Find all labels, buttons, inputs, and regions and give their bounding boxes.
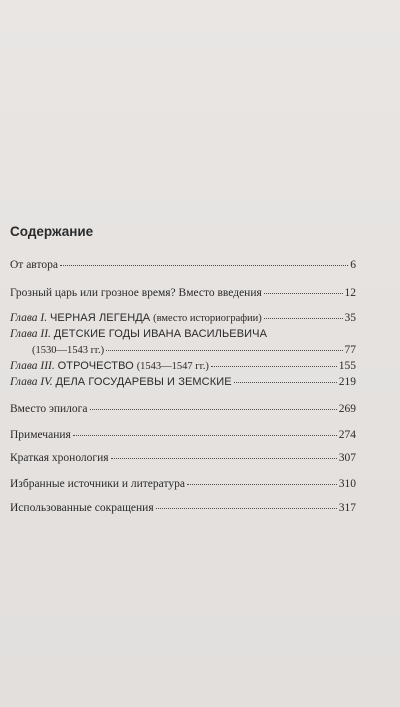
leader-dots [106, 350, 342, 351]
toc-entry-page: 269 [338, 403, 356, 415]
toc-entry [10, 451, 356, 465]
chapter-title: ОТРОЧЕСТВО [57, 360, 134, 372]
toc-entry-title: Краткая хронология [10, 452, 109, 464]
toc-entry-page: 274 [338, 429, 356, 441]
leader-dots [211, 366, 337, 367]
leader-dots [234, 382, 337, 383]
toc-entry [10, 501, 356, 515]
toc-entry-title: Примечания [10, 429, 71, 441]
chapter-subtitle: (1530—1543 гг.) [32, 345, 105, 356]
toc-entry-page: 307 [338, 452, 356, 464]
toc-entry-title: Грозный царь или грозное время? Вместо введения [10, 287, 262, 299]
toc-entry-chapter [10, 311, 356, 326]
leader-dots [90, 409, 337, 410]
toc-entry [10, 258, 356, 272]
leader-dots [73, 435, 337, 436]
chapter-subtitle: (вместо историографии) [153, 313, 262, 324]
toc-entry-title: Использованные сокращения [10, 502, 154, 514]
toc-entry-chapter [10, 375, 356, 389]
toc-entry [10, 286, 356, 300]
chapter-label: Глава III. [10, 360, 55, 372]
toc-entry-page: 6 [350, 259, 356, 271]
leader-dots [264, 293, 343, 294]
toc-entry-title: Вместо эпилога [10, 403, 88, 415]
chapter-title: ДЕТСКИЕ ГОДЫ ИВАНА ВАСИЛЬЕВИЧА [53, 328, 268, 340]
leader-dots [111, 458, 337, 459]
chapter-label: Глава II. [10, 328, 51, 340]
toc-entry-page: 219 [338, 376, 356, 388]
toc-entry-title [10, 375, 232, 389]
toc-entry [10, 402, 356, 416]
toc-entry [10, 477, 356, 491]
toc-entry-chapter [10, 327, 356, 341]
toc-entry-page: 155 [338, 360, 356, 372]
chapter-label: Глава IV. [10, 376, 53, 388]
toc-entry-title [10, 359, 209, 374]
leader-dots [187, 484, 337, 485]
toc-entry [10, 428, 356, 442]
toc-entry-page: 317 [338, 502, 356, 514]
chapter-label: Глава I. [10, 312, 48, 324]
leader-dots [156, 508, 337, 509]
chapter-subtitle: (1543—1547 гг.) [136, 361, 209, 372]
chapter-title: ЧЕРНАЯ ЛЕГЕНДА [49, 312, 151, 324]
toc-entry-chapter [10, 359, 356, 374]
leader-dots [264, 318, 343, 319]
toc-entry-title: От автора [10, 259, 58, 271]
leader-dots [60, 265, 348, 266]
toc-entry-page: 12 [344, 287, 356, 299]
toc-entry-title [10, 311, 262, 326]
chapter-title: ДЕЛА ГОСУДАРЕВЫ И ЗЕМСКИЕ [55, 376, 232, 388]
toc-entry-title: Избранные источники и литература [10, 478, 185, 490]
toc-entry-continuation [32, 343, 356, 358]
toc-entry-page: 310 [338, 478, 356, 490]
toc-entry-page: 35 [344, 312, 356, 324]
toc-entry-page: 77 [344, 344, 356, 356]
toc-entry-title [10, 327, 267, 341]
toc-heading: Содержание [10, 224, 94, 239]
